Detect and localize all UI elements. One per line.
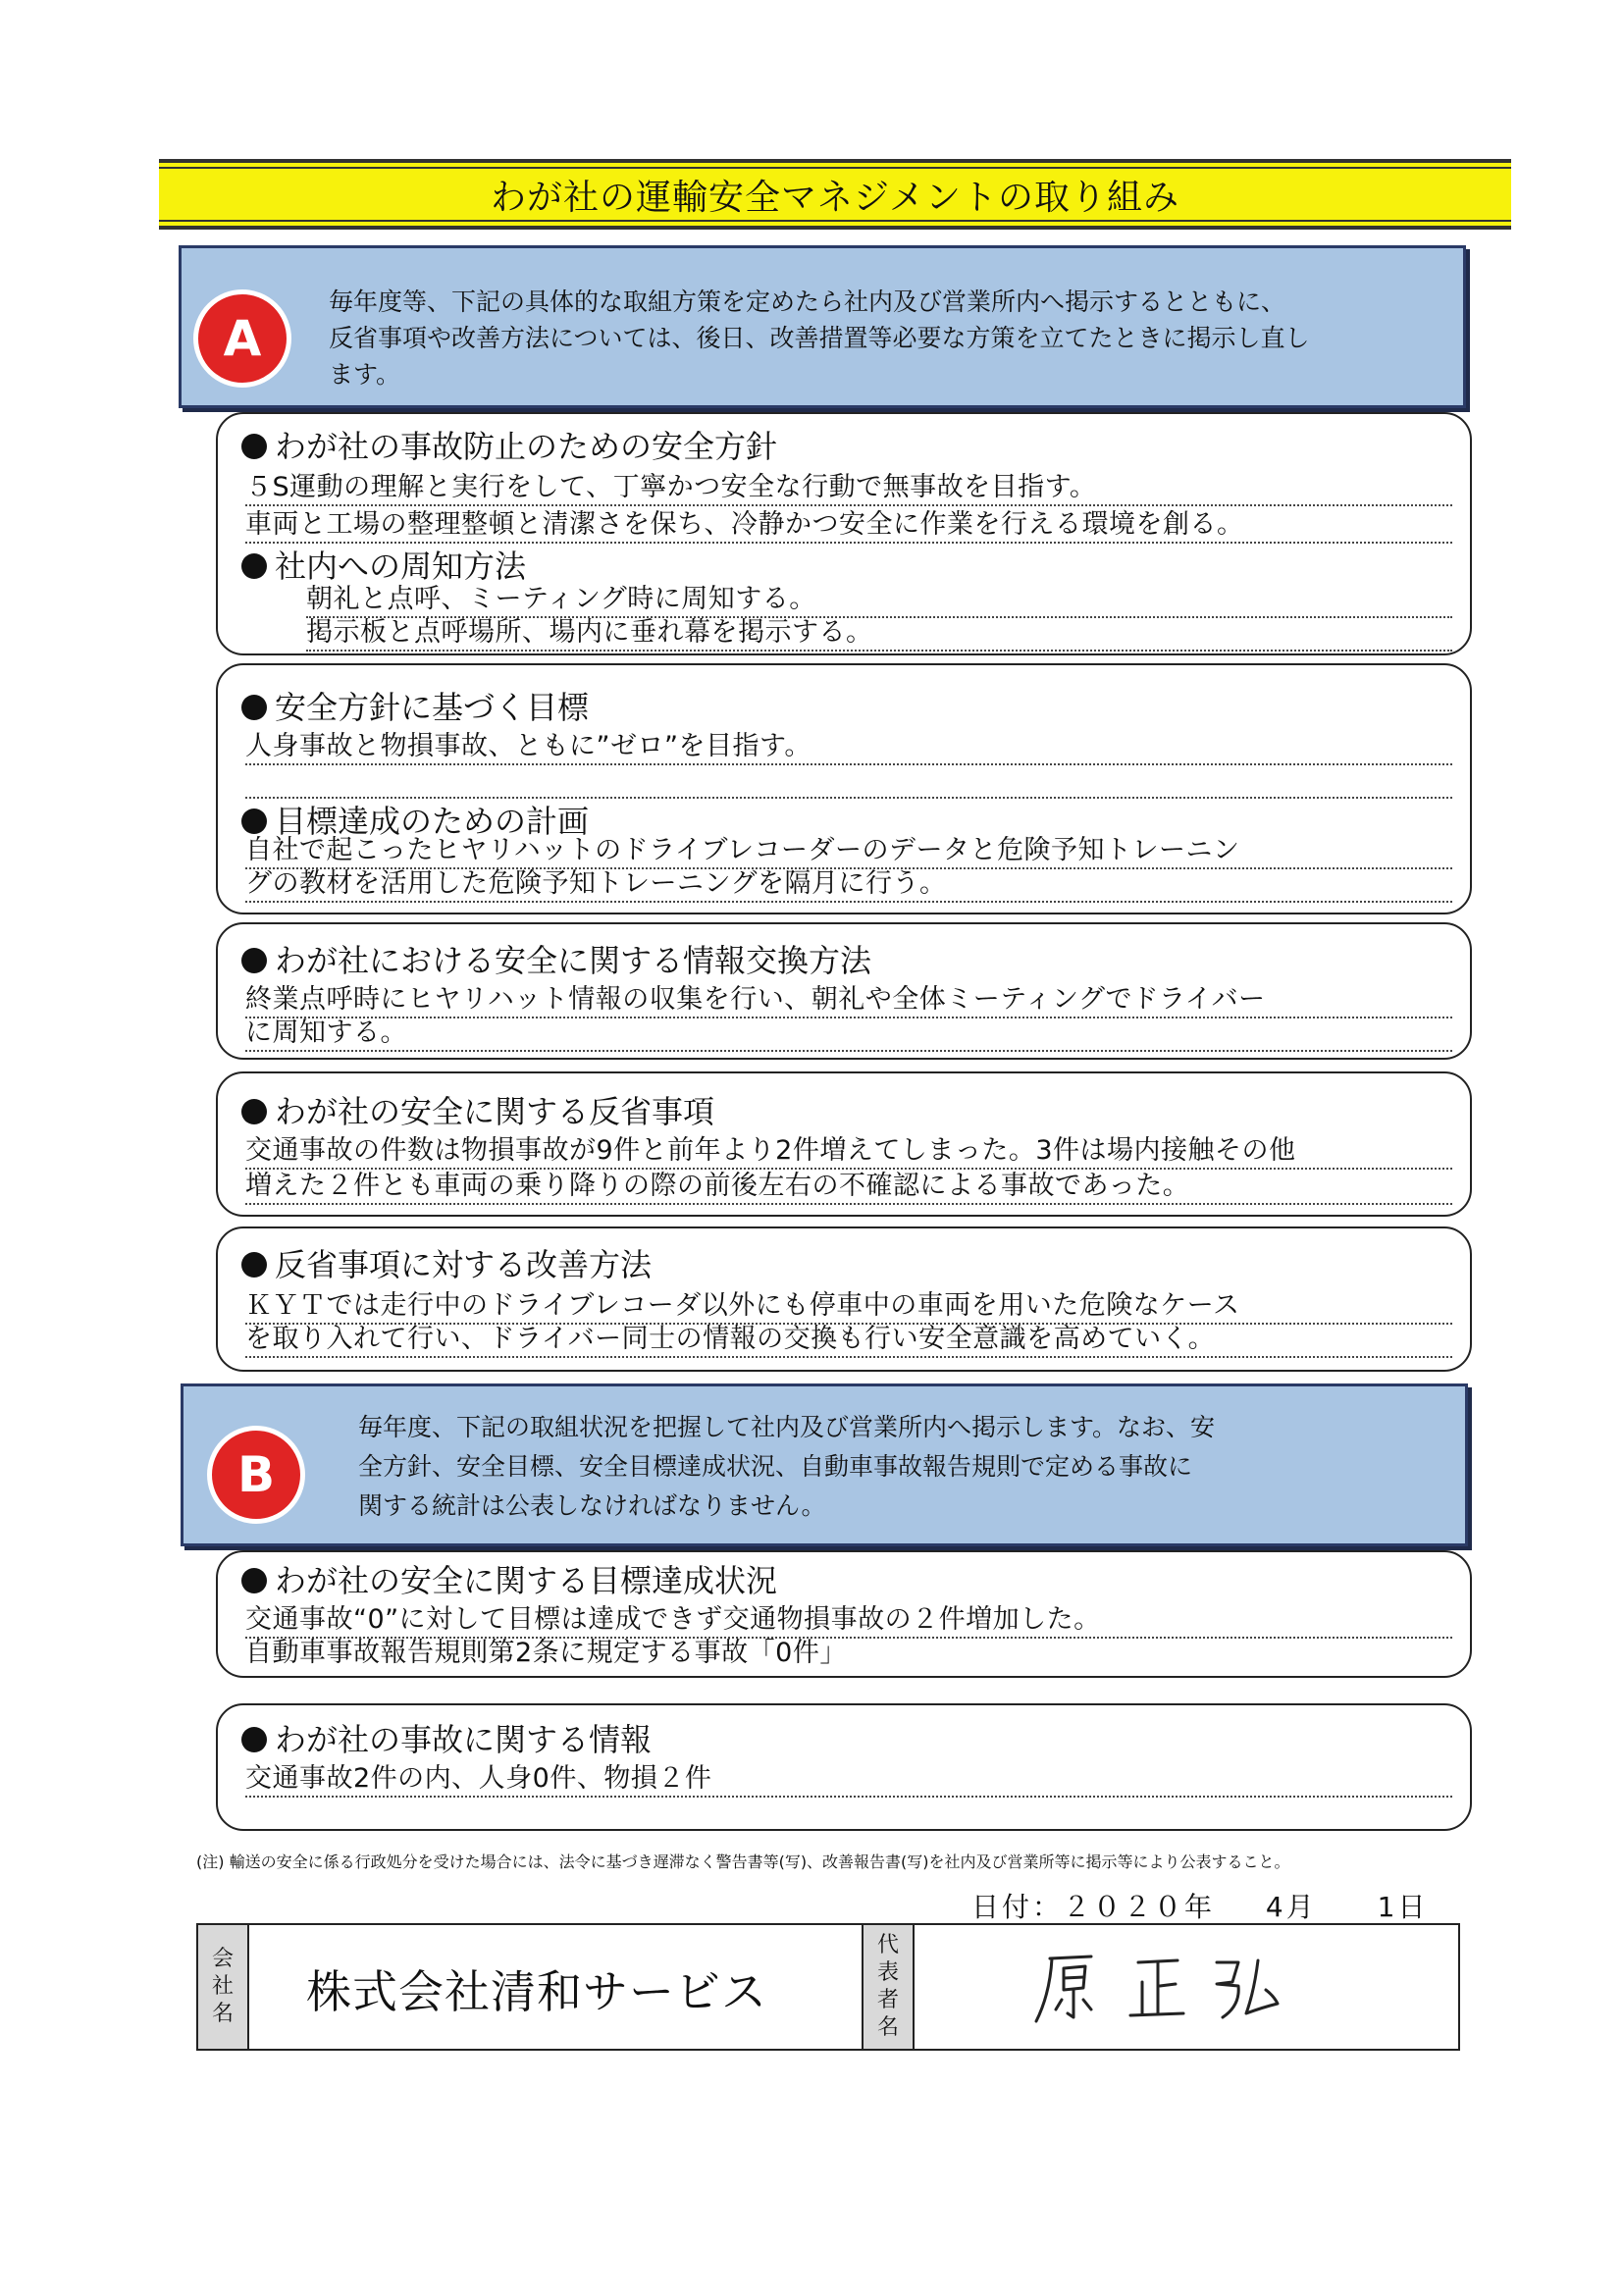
goal-blank-line <box>245 763 1452 799</box>
date-label: 日付：２０２０年 <box>971 1891 1216 1923</box>
safety-policy-heading: わが社の事故防止のための安全方針 <box>241 422 777 467</box>
goal-status-line: 自動車事故報告規則第2条に規定する事故「0件」 <box>245 1638 847 1668</box>
bullet-icon <box>241 1727 267 1752</box>
date <box>971 1886 1428 1925</box>
goal-status-box <box>216 1550 1472 1678</box>
goal-line: 人身事故と物損事故、ともに”ゼロ”を目指す。 <box>245 730 1452 765</box>
bullet-icon <box>241 553 267 579</box>
accident-info-box <box>216 1703 1472 1831</box>
bullet-icon <box>241 1099 267 1124</box>
reflection-box <box>216 1071 1472 1217</box>
safety-goal-box <box>216 663 1472 914</box>
section-a-line: 毎年度等、下記の具体的な取組方策を定めたら社内及び営業所内へ掲示するとともに、 <box>329 287 1286 316</box>
section-a-text <box>329 284 1310 392</box>
date-day: 1日 <box>1377 1891 1429 1923</box>
policy-line: 車両と工場の整理整頓と清潔さを保ち、冷静かつ安全に作業を行える環境を創る。 <box>245 508 1452 544</box>
section-a-banner <box>179 245 1466 408</box>
bullet-icon <box>241 948 267 973</box>
reflection-line: 交通事故の件数は物損事故が9件と前年より2件増えてしまった。3件は場内接触その他 <box>245 1134 1452 1170</box>
reflection-line: 増えた２件とも車両の乗り降りの際の前後左右の不確認による事故であった。 <box>245 1170 1452 1205</box>
goal-status-line: 交通事故“0”に対して目標は達成できず交通物損事故の２件増加した。 <box>245 1603 1452 1639</box>
section-a-line: 反省事項や改善方法については、後日、改善措置等必要な方策を立てたときに掲示し直し <box>329 324 1310 352</box>
improvement-line: ＫＹＴでは走行中のドライブレコーダ以外にも停車中の車両を用いた危険なケース <box>245 1289 1452 1325</box>
improvement-line: を取り入れて行い、ドライバー同士の情報の交換も行い安全意識を高めていく。 <box>245 1323 1452 1358</box>
info-exchange-box <box>216 922 1472 1060</box>
safety-policy-box <box>216 412 1472 655</box>
bullet-icon <box>241 695 267 720</box>
section-a-badge: A <box>193 289 291 388</box>
accident-info-heading: わが社の事故に関する情報 <box>241 1715 652 1760</box>
section-a-line: ます。 <box>329 360 401 389</box>
reflection-heading: わが社の安全に関する反省事項 <box>241 1087 714 1132</box>
company-name: 株式会社清和サービス <box>306 1965 767 2018</box>
bullet-icon <box>241 1252 267 1278</box>
goal-status-heading: わが社の安全に関する目標達成状況 <box>241 1556 777 1601</box>
plan-heading: 目標達成のための計画 <box>241 797 589 842</box>
page-title: わが社の運輸安全マネジメントの取り組み <box>159 159 1511 230</box>
section-b-text <box>358 1408 1215 1526</box>
footnote: (注) 輸送の安全に係る行政処分を受けた場合には、法令に基づき遅滞なく警告書等(写)、改善報告書(写)を社内及び営業所等に掲示等により公表すること。 <box>196 1852 1290 1871</box>
representative-label: 代 表 者 名 <box>862 1925 915 2049</box>
plan-line: 自社で起こったヒヤリハットのドライブレコーダーのデータと危険予知トレーニン <box>245 834 1452 869</box>
representative-signature <box>1030 1945 1325 2033</box>
notice-line: 掲示板と点呼場所、場内に垂れ幕を掲示する。 <box>306 616 1452 652</box>
plan-line: グの教材を活用した危険予知トレーニングを隔月に行う。 <box>245 867 1452 903</box>
date-month: 4月 <box>1265 1891 1317 1923</box>
company-label: 会 社 名 <box>198 1925 249 2049</box>
notice-method-heading: 社内への周知方法 <box>241 542 526 587</box>
improvement-box <box>216 1226 1472 1372</box>
policy-line: ５S運動の理解と実行をして、丁寧かつ安全な行動で無事故を目指す。 <box>245 471 1452 506</box>
section-b-line: 全方針、安全目標、安全目標達成状況、自動車事故報告規則で定める事故に <box>358 1452 1193 1481</box>
info-exchange-heading: わが社における安全に関する情報交換方法 <box>241 936 871 981</box>
bullet-icon <box>241 434 267 459</box>
info-exchange-line: に周知する。 <box>245 1017 1452 1052</box>
notice-line: 朝礼と点呼、ミーティング時に周知する。 <box>306 583 1452 618</box>
improvement-heading: 反省事項に対する改善方法 <box>241 1240 652 1285</box>
section-b-badge: B <box>207 1426 305 1524</box>
info-exchange-line: 終業点呼時にヒヤリハット情報の収集を行い、朝礼や全体ミーティングでドライバー <box>245 983 1452 1018</box>
section-b-line: 毎年度、下記の取組状況を把握して社内及び営業所内へ掲示します。なお、安 <box>358 1413 1216 1441</box>
accident-info-blank-line <box>245 1796 1452 1798</box>
section-b-banner <box>181 1383 1468 1546</box>
safety-goal-heading: 安全方針に基づく目標 <box>241 683 589 728</box>
bullet-icon <box>241 1568 267 1593</box>
bullet-icon <box>241 809 267 834</box>
section-b-line: 関する統計は公表しなければなりません。 <box>358 1491 826 1520</box>
accident-info-line: 交通事故2件の内、人身0件、物損２件 <box>245 1762 1452 1798</box>
